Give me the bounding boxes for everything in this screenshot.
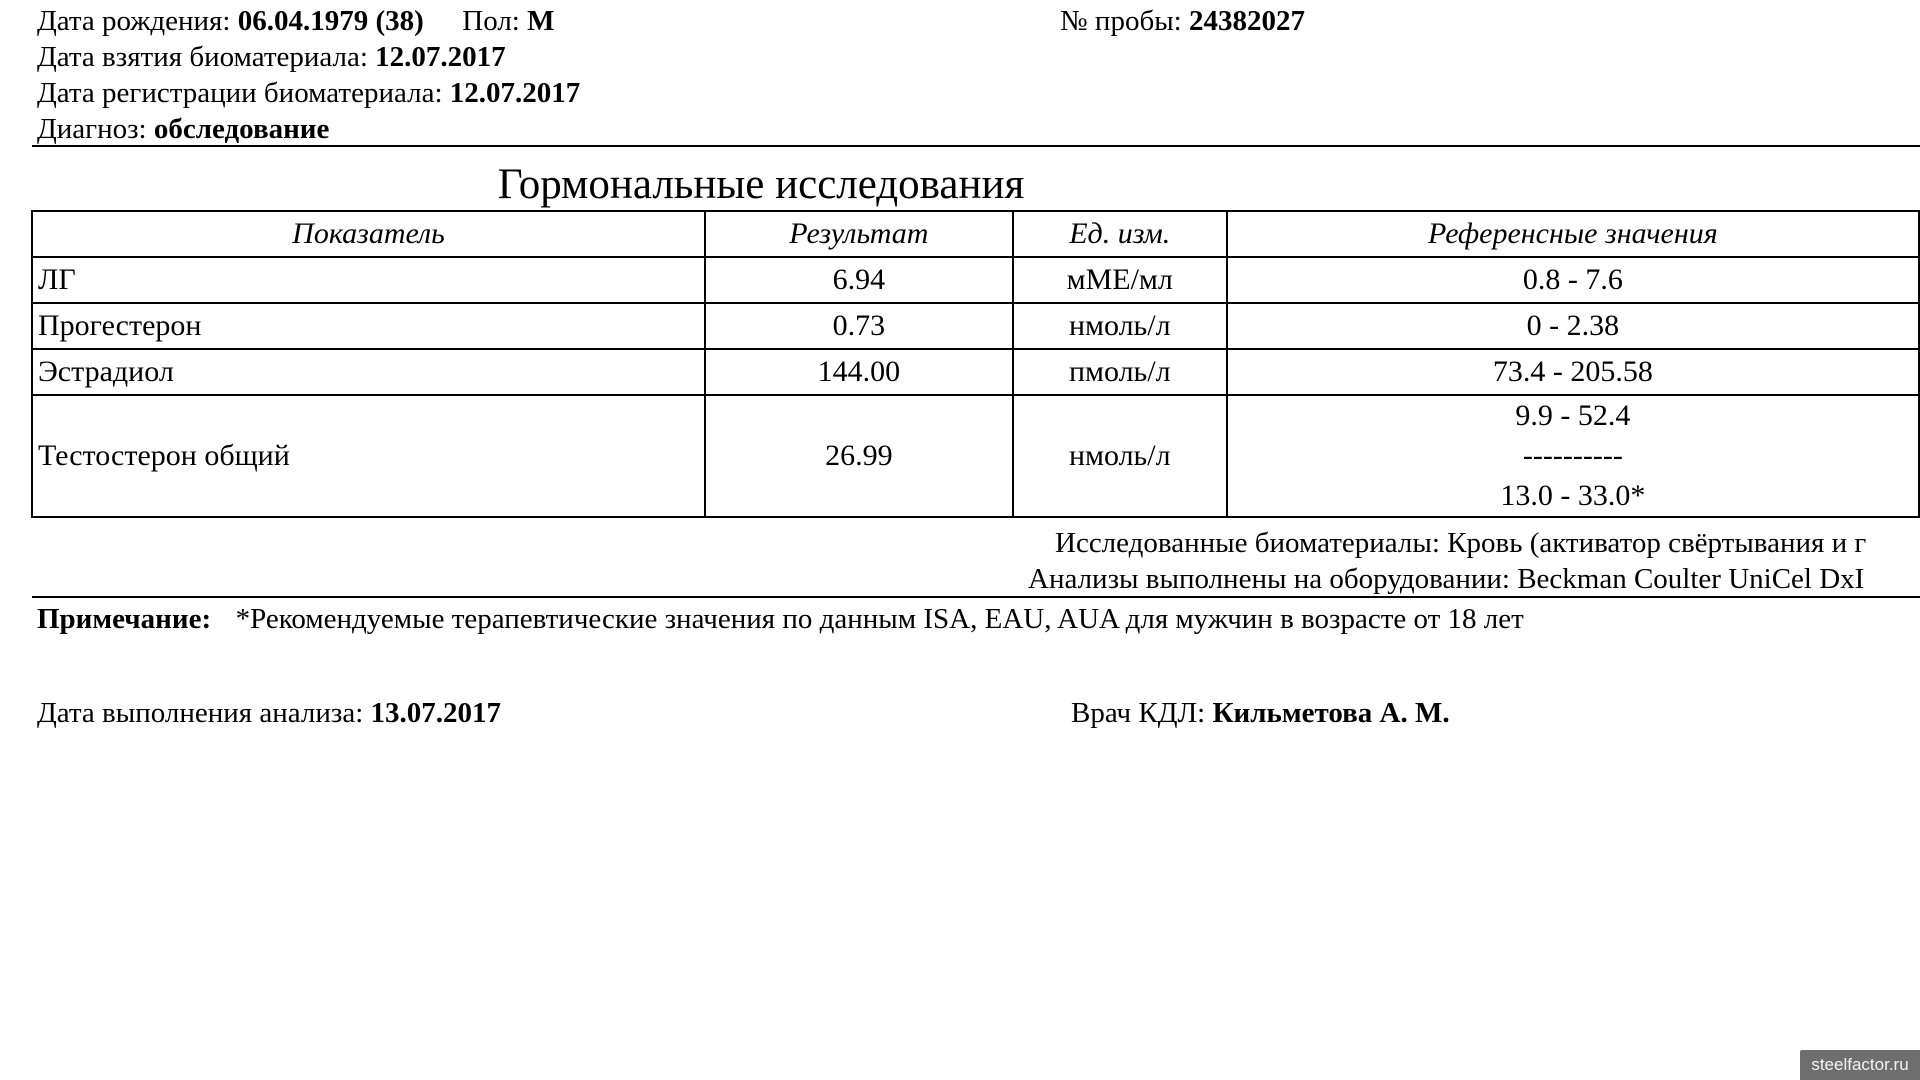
result-value: 6.94 bbox=[705, 257, 1013, 303]
dob-label: Дата рождения: bbox=[37, 5, 231, 37]
sex-label: Пол: bbox=[462, 5, 520, 37]
reference-value bbox=[1227, 395, 1919, 517]
reference-value: 0 - 2.38 bbox=[1227, 303, 1919, 349]
footer-divider bbox=[32, 596, 1920, 598]
watermark: steelfactor.ru bbox=[1800, 1050, 1920, 1080]
reference-line: 13.0 - 33.0* bbox=[1500, 479, 1646, 512]
biomaterials-line: Исследованные биоматериалы: Кровь (активатор свёртывания и г bbox=[1055, 527, 1867, 559]
unit-value: нмоль/л bbox=[1013, 303, 1227, 349]
sample-line bbox=[1060, 3, 1305, 39]
table-row bbox=[32, 303, 1919, 349]
reference-line: 9.9 - 52.4 bbox=[1515, 399, 1631, 432]
sample-label: № пробы: bbox=[1060, 5, 1182, 37]
result-value: 26.99 bbox=[705, 395, 1013, 517]
register-label: Дата регистрации биоматериала: bbox=[37, 77, 443, 109]
result-value: 0.73 bbox=[705, 303, 1013, 349]
exec-date-label: Дата выполнения анализа: bbox=[37, 697, 364, 729]
header-result: Результат bbox=[705, 211, 1013, 257]
sample-value: 24382027 bbox=[1189, 5, 1305, 37]
unit-value: мМЕ/мл bbox=[1013, 257, 1227, 303]
note-text: *Рекомендуемые терапевтические значения по данным ISA, EAU, AUA для мужчин в возрасте от 18 лет bbox=[235, 603, 1524, 635]
register-line bbox=[37, 75, 580, 111]
header-divider bbox=[32, 145, 1920, 147]
diagnosis-value: обследование bbox=[153, 113, 330, 145]
note-line bbox=[37, 601, 1524, 637]
doctor-value: Кильметова А. М. bbox=[1212, 697, 1450, 729]
reference-value: 0.8 - 7.6 bbox=[1227, 257, 1919, 303]
header-unit: Ед. изм. bbox=[1013, 211, 1227, 257]
reference-value: 73.4 - 205.58 bbox=[1227, 349, 1919, 395]
indicator-name: Прогестерон bbox=[32, 303, 705, 349]
reference-separator: ---------- bbox=[1522, 439, 1623, 472]
sex-value: М bbox=[527, 5, 555, 37]
table-row bbox=[32, 257, 1919, 303]
dob-line bbox=[37, 3, 554, 39]
table-row bbox=[32, 395, 1919, 517]
exec-date-value: 13.07.2017 bbox=[370, 697, 501, 729]
indicator-name: Тестостерон общий bbox=[32, 395, 705, 517]
header-indicator: Показатель bbox=[32, 211, 705, 257]
collect-value: 12.07.2017 bbox=[375, 41, 506, 73]
collect-label: Дата взятия биоматериала: bbox=[37, 41, 368, 73]
indicator-name: Эстрадиол bbox=[32, 349, 705, 395]
result-value: 144.00 bbox=[705, 349, 1013, 395]
note-label: Примечание: bbox=[37, 603, 212, 635]
dob-value: 06.04.1979 (38) bbox=[237, 5, 424, 37]
section-title: Гормональные исследования bbox=[497, 161, 1025, 208]
table-header-row bbox=[32, 211, 1919, 257]
collect-line bbox=[37, 39, 506, 75]
indicator-name: ЛГ bbox=[32, 257, 705, 303]
table-row bbox=[32, 349, 1919, 395]
diagnosis-label: Диагноз: bbox=[37, 113, 147, 145]
unit-value: пмоль/л bbox=[1013, 349, 1227, 395]
header-reference: Референсные значения bbox=[1227, 211, 1919, 257]
equipment-line: Анализы выполнены на оборудовании: Beckman Coulter UniCel DxI bbox=[1028, 563, 1865, 595]
exec-date-line bbox=[37, 695, 501, 731]
diagnosis-line bbox=[37, 111, 329, 147]
unit-value: нмоль/л bbox=[1013, 395, 1227, 517]
register-value: 12.07.2017 bbox=[449, 77, 581, 109]
results-table bbox=[31, 210, 1920, 518]
doctor-label: Врач КДЛ: bbox=[1071, 697, 1206, 729]
doctor-line bbox=[1071, 695, 1450, 731]
